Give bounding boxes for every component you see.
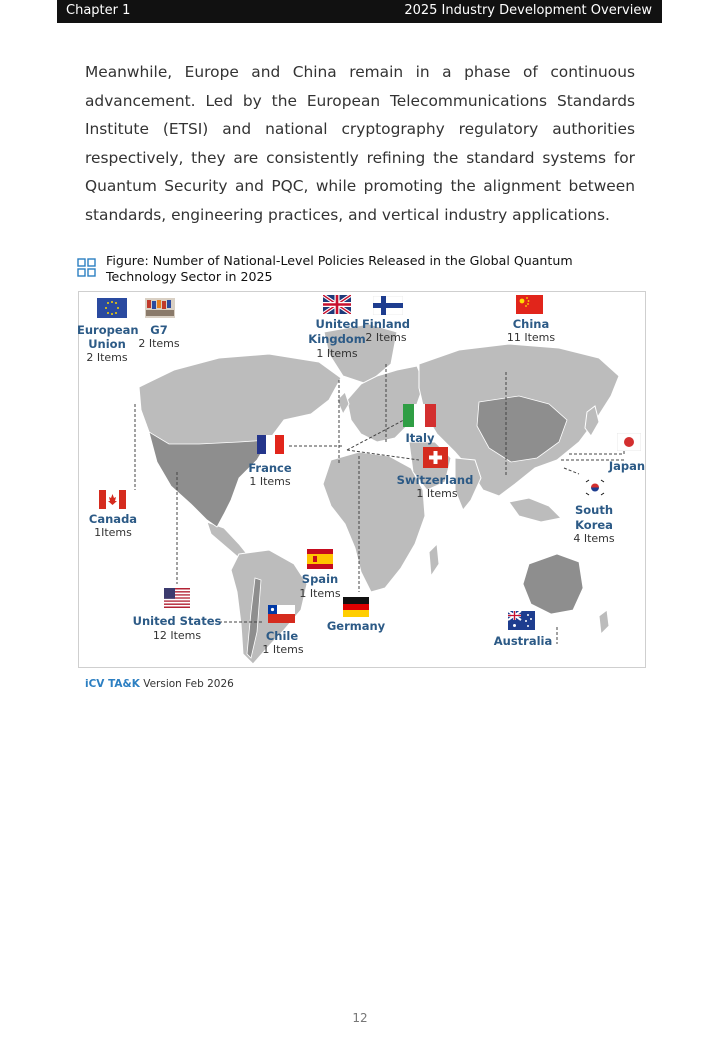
australia-name: Australia [493,634,553,648]
source-version: Version Feb 2026 [143,678,234,690]
chile-flag-icon [268,605,295,623]
canada-flag-icon [99,490,126,509]
canada-name: Canada [88,512,138,526]
south-korea-name: South Korea [574,503,614,532]
japan-name: Japan [608,459,646,473]
grid-icon [77,258,97,278]
china-name: China [512,317,550,331]
header-title: 2025 Industry Development Overview [404,3,652,18]
china-flag-icon [516,295,543,314]
australia-flag-icon [508,611,535,630]
uk-count: 1 Items [316,347,358,360]
chile-count: 1 Items [262,643,304,656]
eu-count: 2 Items [86,351,128,364]
chile-name: Chile [265,629,299,643]
g7-flag-icon [145,298,175,318]
chapter-label: Chapter 1 [66,3,131,18]
usa-name: United States [132,614,222,628]
france-flag-icon [257,435,284,454]
finland-flag-icon [373,296,403,315]
world-map-figure [78,291,646,668]
canada-count: 1Items [94,526,132,539]
spain-count: 1 Items [299,587,341,600]
body-paragraph: Meanwhile, Europe and China remain in a phase of continuous advancement. Led by the European Telecommunications Standards Institute (ETSI) and national cryptography regulatory authorities respectively, they are consistently refining the standard systems for Quantum Security and PQC, while promoting the alignment between standards, engineering practices, and vertical industry applications. [85,63,635,224]
finland-count: 2 Items [365,331,407,344]
italy-name: Italy [405,431,435,445]
source-brand: iCV TA&K [85,678,140,690]
france-name: France [248,461,292,475]
g7-count: 2 Items [138,337,180,350]
spain-flag-icon [307,549,333,569]
china-count: 11 Items [506,331,556,344]
germany-name: Germany [326,619,386,633]
switzerland-flag-icon [423,447,448,468]
figure-title: Figure: Number of National-Level Policies Released in the Global Quantum Technology Sector in 2025 [106,253,573,284]
south-korea-count: 4 Items [573,532,615,545]
eu-name: European Union [77,323,139,351]
usa-count: 12 Items [152,629,202,642]
japan-flag-icon [617,433,641,451]
south-korea-flag-icon [584,479,606,496]
germany-flag-icon [343,597,369,617]
france-count: 1 Items [249,475,291,488]
g7-name: G7 [150,323,168,337]
usa-flag-icon [164,588,190,608]
page-number: 12 [352,1011,368,1025]
switzerland-name: Switzerland [396,473,474,487]
page-header [57,0,662,23]
source-credit [85,678,234,690]
uk-name: United Kingdom [308,317,366,346]
italy-flag-icon [403,404,436,427]
spain-name: Spain [301,572,339,586]
uk-flag-icon [323,295,351,314]
finland-name: Finland [361,317,411,331]
eu-flag-icon [97,298,127,318]
switzerland-count: 1 Items [416,487,458,500]
